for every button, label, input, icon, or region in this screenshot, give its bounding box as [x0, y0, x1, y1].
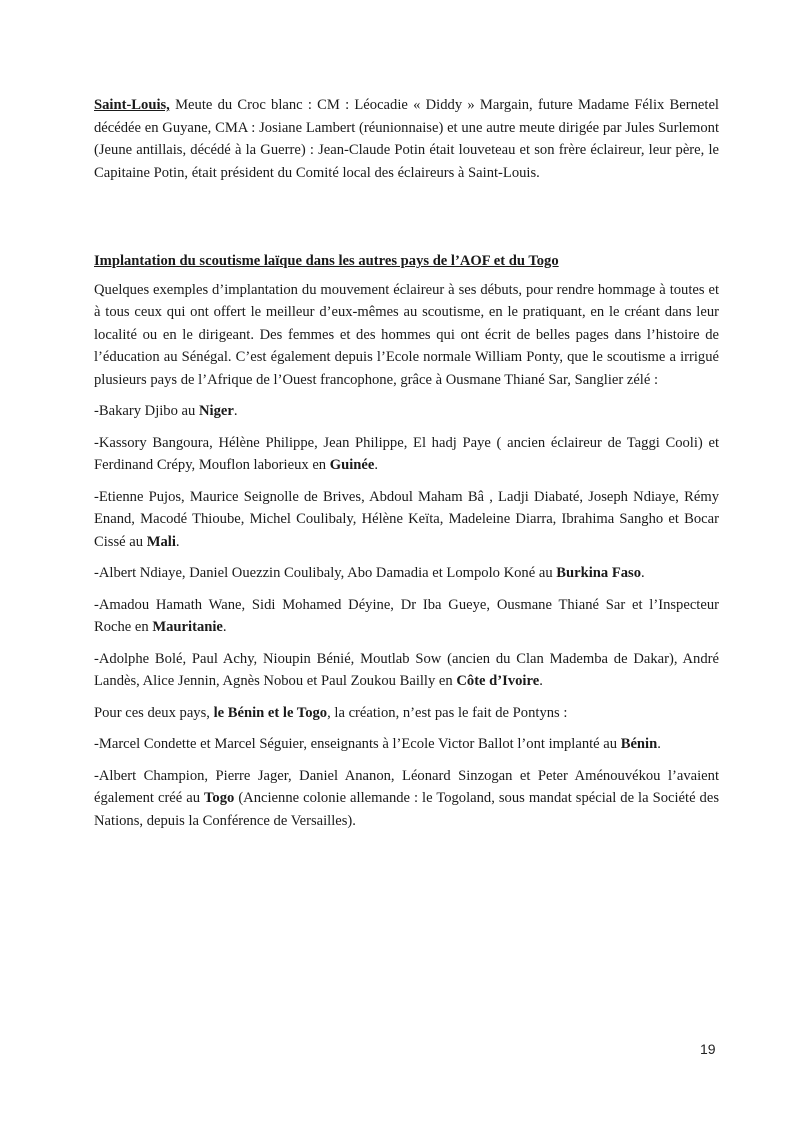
country-item-text: -Marcel Condette et Marcel Séguier, enseignants à l’Ecole Victor Ballot l’ont implanté au — [94, 736, 621, 752]
benin-togo-after: , la création, n’est pas le fait de Pontyns : — [327, 704, 568, 721]
country-item-text: -Albert Ndiaye, Daniel Ouezzin Coulibaly, Abo Damadia et Lompolo Koné au — [94, 565, 557, 581]
document-page — [94, 94, 719, 832]
country-item-suffix: (Ancienne colonie allemande : le Togoland, sous mandat spécial de la Société des Nations, depuis la Conférence de Versailles). — [94, 790, 719, 829]
country-name: Mauritanie — [152, 619, 223, 635]
country-item-suffix: . — [641, 565, 645, 581]
page-number: 19 — [700, 1041, 716, 1057]
country-item-suffix: . — [374, 457, 378, 473]
country-item-suffix: . — [233, 403, 238, 419]
country-item-text: -Kassory Bangoura, Hélène Philippe, Jean Philippe, El hadj Paye ( ancien éclaireur de Taggi Cooli) et Ferdinand Crépy, Mouflon laborieux en — [94, 434, 719, 473]
country-name: Bénin — [620, 736, 658, 752]
country-item-niger — [94, 400, 719, 423]
country-name: Togo — [204, 790, 235, 806]
country-item-mali — [94, 486, 719, 554]
country-name: Burkina Faso — [556, 565, 642, 581]
intro-lead: Saint-Louis, — [94, 97, 170, 113]
benin-togo-before: Pour ces deux pays, — [94, 704, 214, 721]
country-item-text: -Bakary Djibo au — [94, 403, 199, 419]
country-item-guinee — [94, 432, 719, 477]
intro-body-paragraph: Quelques exemples d’implantation du mouvement éclaireur à ses débuts, pour rendre hommage à toutes et à tous ceux qui ont offert le meilleur d’eux-mêmes au scoutisme, en le pratiquant, en le créant dans leur localité ou en le dirigeant. Des femmes et des hommes qui ont écrit de belles pages dans l’histoire de l’éducation au Sénégal. C’est également depuis l’Ecole normale William Ponty, que le scoutisme a irrigué plusieurs pays de l’Afrique de l’Ouest francophone, grâce à Ousmane Thiané Sar, Sanglier zélé : — [94, 281, 719, 388]
country-name: Niger — [198, 403, 234, 419]
country-item-text: -Amadou Hamath Wane, Sidi Mohamed Déyine, Dr Iba Gueye, Ousmane Thiané Sar et l’Inspecteur Roche en — [94, 596, 719, 635]
country-item-benin — [94, 733, 719, 756]
country-item-suffix: . — [657, 736, 661, 752]
section-spacer — [94, 184, 719, 250]
country-item-text: -Etienne Pujos, Maurice Seignolle de Brives, Abdoul Maham Bâ , Ladji Diabaté, Joseph Ndiaye, Rémy Enand, Macodé Thioube, Michel Coulibaly, Hélène Keïta, Madeleine Diarra, Ibrahima Sangho et Bocar Cissé au — [94, 488, 719, 550]
country-name: Guinée — [329, 457, 375, 473]
country-item-burkina-faso — [94, 562, 719, 585]
country-name: Mali — [146, 533, 176, 550]
benin-togo-intro — [94, 702, 719, 725]
country-name: Côte d’Ivoire — [456, 673, 540, 689]
benin-togo-bold: le Bénin et le Togo — [213, 704, 328, 721]
country-item-text: -Adolphe Bolé, Paul Achy, Nioupin Bénié, Moutlab Sow (ancien du Clan Mademba de Dakar), André Landès, Alice Jennin, Agnès Nobou et Paul Zoukou Bailly en — [94, 650, 719, 689]
country-item-togo — [94, 765, 719, 833]
country-item-suffix: . — [175, 533, 180, 550]
intro-text: Meute du Croc blanc : CM : Léocadie « Diddy » Margain, future Madame Félix Bernetel décédée en Guyane, CMA : Josiane Lambert (réunionnaise) et une autre meute dirigée par Jules Surlemont (Jeune antillais, décédé à la Guerre) : Jean-Claude Potin était louveteau et son frère éclaireur, leur père, le Capitaine Potin, était président du Comité local des éclaireurs à Saint-Louis. — [94, 97, 719, 181]
section-heading: Implantation du scoutisme laïque dans les autres pays de l’AOF et du Togo — [94, 253, 559, 269]
intro-paragraph — [94, 94, 719, 184]
country-item-suffix: . — [539, 673, 543, 689]
country-item-mauritanie — [94, 594, 719, 639]
country-item-text: -Albert Champion, Pierre Jager, Daniel Ananon, Léonard Sinzogan et Peter Aménouvékou l’avaient également créé au — [94, 767, 719, 806]
country-item-suffix: . — [222, 619, 227, 635]
country-item-cote-divoire — [94, 648, 719, 693]
